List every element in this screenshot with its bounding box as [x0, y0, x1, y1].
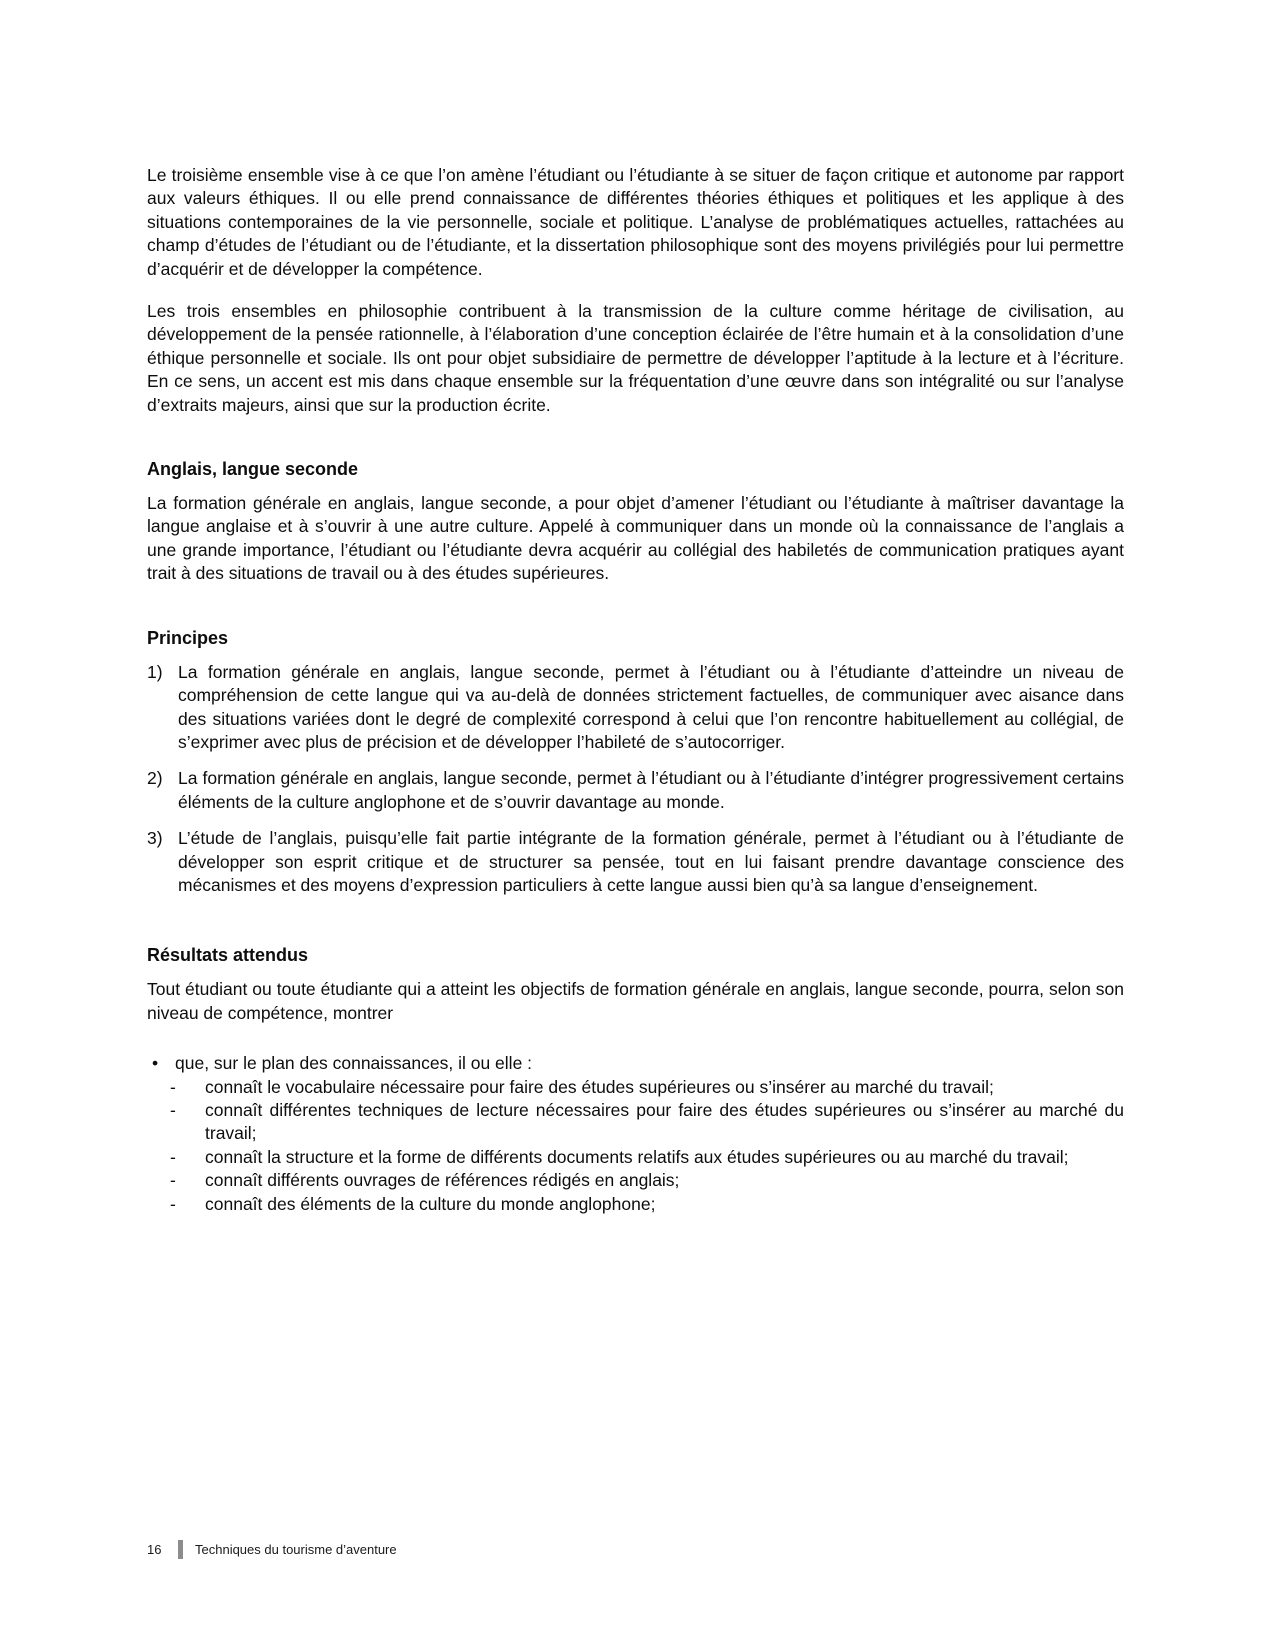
dash-item-text: connaît différents ouvrages de références rédigés en anglais; [205, 1170, 680, 1191]
principes-item-3-text: L’étude de l’anglais, puisqu’elle fait partie intégrante de la formation générale, permet à l’étudiant ou à l’étudiante de développer son esprit critique et de structurer sa pensée, tout en lui faisant prendre davantage conscience des mécanismes et des moyens d’expression particuliers à cette langue aussi bien qu’à sa langue d’enseignement. [178, 828, 1124, 895]
footer-document-title: Techniques du tourisme d’aventure [195, 1541, 397, 1557]
dash-item-culture-anglophone [147, 1193, 1124, 1216]
bullet-item-connaissances [147, 1052, 1124, 1075]
bullet-marker: • [152, 1053, 159, 1074]
dash-marker: - [170, 1076, 176, 1097]
dash-marker: - [170, 1146, 176, 1167]
dash-item-text: connaît la structure et la forme de différents documents relatifs aux études supérieures ou au marché du travail; [205, 1146, 1069, 1167]
bullet-item-text: que, sur le plan des connaissances, il ou elle : [175, 1053, 533, 1074]
anglais-intro-paragraph: La formation générale en anglais, langue seconde, a pour objet d’amener l’étudiant ou l’étudiante à maîtriser davantage la langue anglaise et à s’ouvrir à une autre culture. Appelé à communiquer dans un monde où la connaissance de l’anglais a une grande importance, l’étudiant ou l’étudiante devra acquérir au collégial des habiletés de communication pratiques ayant trait à des situations de travail ou à des études supérieures. [147, 493, 1124, 584]
page-number: 16 [147, 1541, 162, 1557]
dash-sub-list [147, 1076, 1124, 1216]
principes-item-3 [147, 827, 1124, 897]
dash-marker: - [170, 1193, 176, 1214]
principes-item-1-text: La formation générale en anglais, langue seconde, permet à l’étudiant ou à l’étudiante d’atteindre un niveau de compréhension de cette langue qui va au-delà de données strictement factuelles, de communiquer avec aisance dans des situations variées dont le degré de complexité correspond à celui que l’on rencontre habituellement au collégial, de s’exprimer avec plus de précision et de développer l’habileté de s’autocorriger. [178, 661, 1124, 752]
dash-item-techniques-lecture [147, 1099, 1124, 1146]
principes-item-1 [147, 661, 1124, 755]
dash-marker: - [170, 1170, 176, 1191]
intro-paragraph-philosophy-3rd-ensemble: Le troisième ensemble vise à ce que l’on amène l’étudiant ou l’étudiante à se situer de façon critique et autonome par rapport aux valeurs éthiques. Il ou elle prend connaissance de différentes théories éthiques et politiques et les applique à des situations contemporaines de la vie personnelle, sociale et politique. L’analyse de problématiques actuelles, rattachées au champ d’études de l’étudiant ou de l’étudiante, et la dissertation philosophique sont des moyens privilégiés pour lui permettre d’acquérir et de développer la compétence. [147, 165, 1124, 279]
principes-item-2 [147, 767, 1124, 814]
principes-item-1-number: 1) [147, 661, 163, 682]
principes-item-2-number: 2) [147, 768, 163, 789]
principes-item-2-text: La formation générale en anglais, langue seconde, permet à l’étudiant ou à l’étudiante d’intégrer progressivement certains éléments de la culture anglophone et de s’ouvrir davantage au monde. [178, 768, 1124, 812]
resultats-intro-paragraph: Tout étudiant ou toute étudiante qui a atteint les objectifs de formation générale en anglais, langue seconde, pourra, selon son niveau de compétence, montrer [147, 979, 1124, 1023]
section-heading-anglais: Anglais, langue seconde [147, 459, 359, 480]
section-heading-principes: Principes [147, 627, 229, 648]
page-footer [147, 1540, 397, 1559]
dash-marker: - [170, 1099, 176, 1120]
dash-item-vocabulaire [147, 1076, 1124, 1099]
dash-item-text: connaît le vocabulaire nécessaire pour faire des études supérieures ou s’insérer au marché du travail; [205, 1076, 994, 1097]
principes-item-3-number: 3) [147, 828, 163, 849]
page-content [147, 164, 1124, 1216]
dash-item-text: connaît différentes techniques de lecture nécessaires pour faire des études supérieures ou s’insérer au marché du travail; [205, 1099, 1124, 1144]
dash-item-ouvrages-references [147, 1169, 1124, 1192]
dash-item-text: connaît des éléments de la culture du monde anglophone; [205, 1193, 656, 1214]
intro-paragraph-philosophy-ensembles: Les trois ensembles en philosophie contribuent à la transmission de la culture comme héritage de civilisation, au développement de la pensée rationnelle, à l’élaboration d’une conception éclairée de l’être humain et à la consolidation d’une éthique personnelle et sociale. Ils ont pour objet subsidiaire de permettre de développer l’aptitude à la lecture et à l’écriture. En ce sens, un accent est mis dans chaque ensemble sur la fréquentation d’une œuvre dans son intégralité ou sur l’analyse d’extraits majeurs, ainsi que sur la production écrite. [147, 301, 1124, 415]
section-heading-resultats: Résultats attendus [147, 945, 309, 966]
footer-separator-bar [178, 1540, 183, 1559]
dash-item-structure-forme [147, 1146, 1124, 1169]
principes-list [147, 661, 1124, 898]
